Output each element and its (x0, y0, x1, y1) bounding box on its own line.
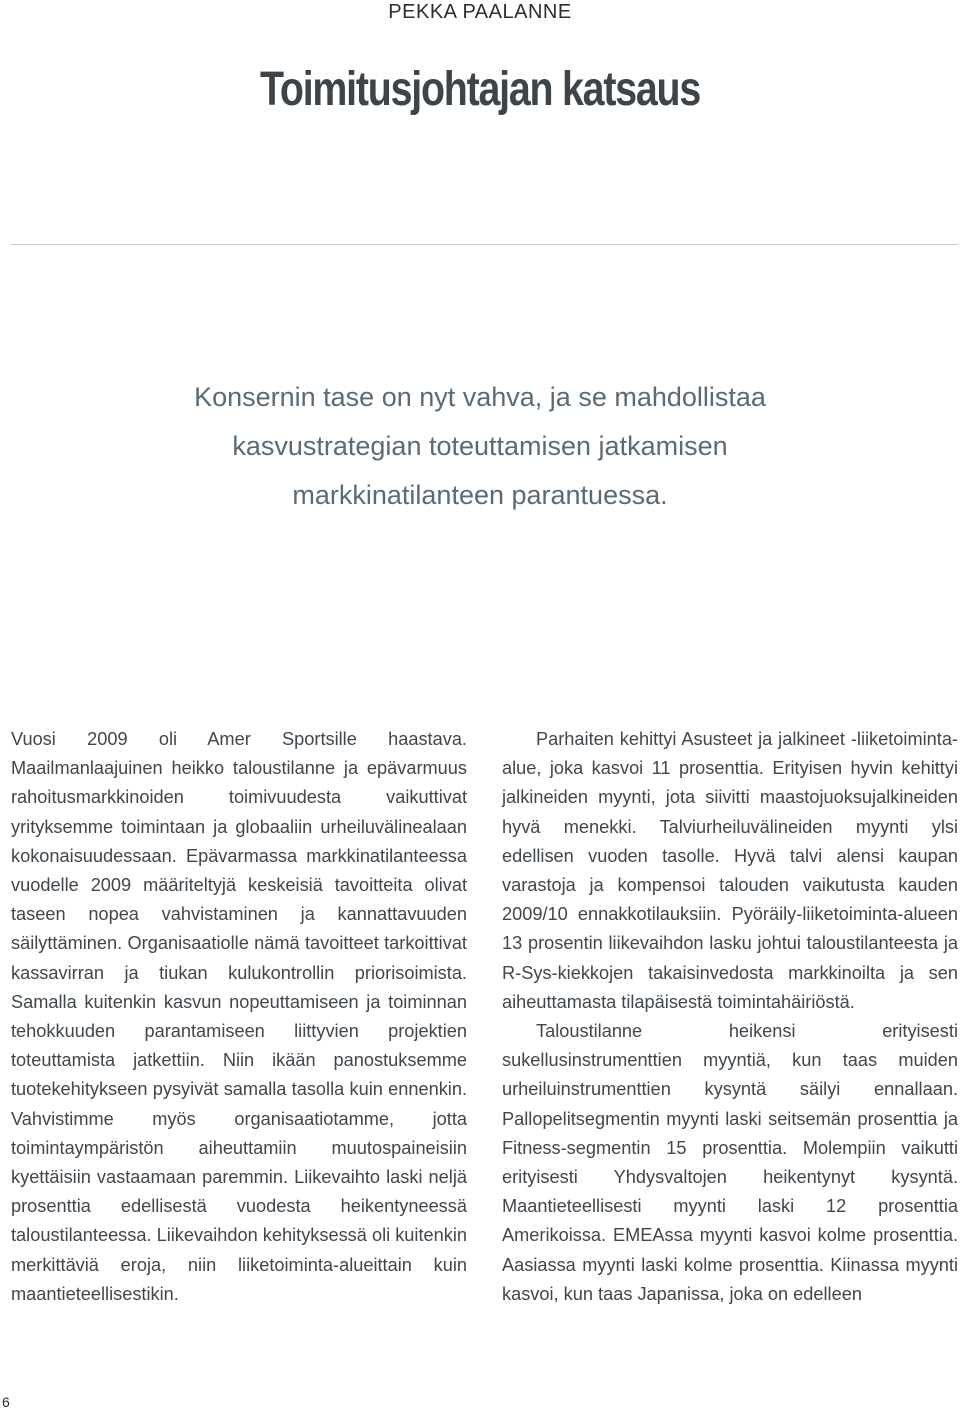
lead-quote-line: Konsernin tase on nyt vahva, ja se mahdollistaa (194, 382, 766, 412)
page-number: 6 (2, 1394, 10, 1410)
left-column (11, 725, 467, 1309)
page-title: Toimitusjohtajan katsaus (260, 63, 700, 116)
right-column (502, 725, 958, 1309)
body-paragraph: Parhaiten kehittyi Asusteet ja jalkineet -liiketoiminta-alue, joka kasvoi 11 prosenttia. Erityisen hyvin kehittyi jalkineiden myynti, jota siivitti maastojuoksujalkineiden hyvä menekki. Talviurheiluvälineiden myynti ylsi edellisen vuoden tasolle. Hyvä talvi alensi kaupan varastoja ja kompensoi talouden vaikutusta kauden 2009/10 ennakkotilauksiin. Pyöräily-liiketoiminta-alueen 13 prosentin liikevaihdon lasku johtui taloustilanteesta ja R-Sys-kiekkojen takaisinvedosta markkinoilta ja sen aiheuttamasta tilapäisestä toimintahäiriöstä. (502, 729, 958, 1012)
author-name: PEKKA PAALANNE (388, 1, 572, 23)
body-paragraph: Vuosi 2009 oli Amer Sportsille haastava. Maailmanlaajuinen heikko taloustilanne ja epävarmuus rahoitusmarkkinoiden toimivuudesta vaikuttivat yrityksemme toimintaan ja globaaliin urheiluvälinealaan kokonaisuudessaan. Epävarmassa markkinatilanteessa vuodelle 2009 määriteltyjä keskeisiä tavoitteita olivat taseen nopea vahvistaminen ja kannattavuuden säilyttäminen. Organisaatiolle nämä tavoitteet tarkoittivat kassavirran ja tiukan kulukontrollin priorisoimista. Samalla kuitenkin kasvun nopeuttamiseen ja toiminnan tehokkuuden parantamiseen liittyvien projektien toteuttamista jatkettiin. Niin ikään panostuksemme tuotekehitykseen pysyivät samalla tasolla kuin ennenkin. Vahvistimme myös organisaatiotamme, jotta toimintaympäristön aiheuttamiin muutospaineisiin kyettäisiin vastaamaan paremmin. Liikevaihto laski neljä prosenttia edellisestä vuodesta heikentyneessä taloustilanteessa. Liikevaihdon kehityksessä oli kuitenkin merkittäviä eroja, niin liiketoiminta-alueittain kuin maantieteellisestikin. (11, 729, 467, 1304)
lead-quote (0, 373, 960, 520)
body-paragraph: Taloustilanne heikensi erityisesti sukellusinstrumenttien myyntiä, kun taas muiden urheiluinstrumenttien kysyntä säilyi ennallaan. Pallopelitsegmentin myynti laski seitsemän prosenttia ja Fitness-segmentin 15 prosenttia. Molempiin vaikutti erityisesti Yhdysvaltojen heikentynyt kysyntä. Maantieteellisesti myynti laski 12 prosenttia Amerikoissa. EMEAssa myynti kasvoi kolme prosenttia. Aasiassa myynti laski kolme prosenttia. Kiinassa myynti kasvoi, kun taas Japanissa, joka on edelleen (502, 1021, 958, 1304)
lead-quote-line: kasvustrategian toteuttamisen jatkamisen (232, 431, 728, 461)
title-divider (11, 244, 958, 245)
lead-quote-line: markkinatilanteen parantuessa. (292, 480, 668, 510)
